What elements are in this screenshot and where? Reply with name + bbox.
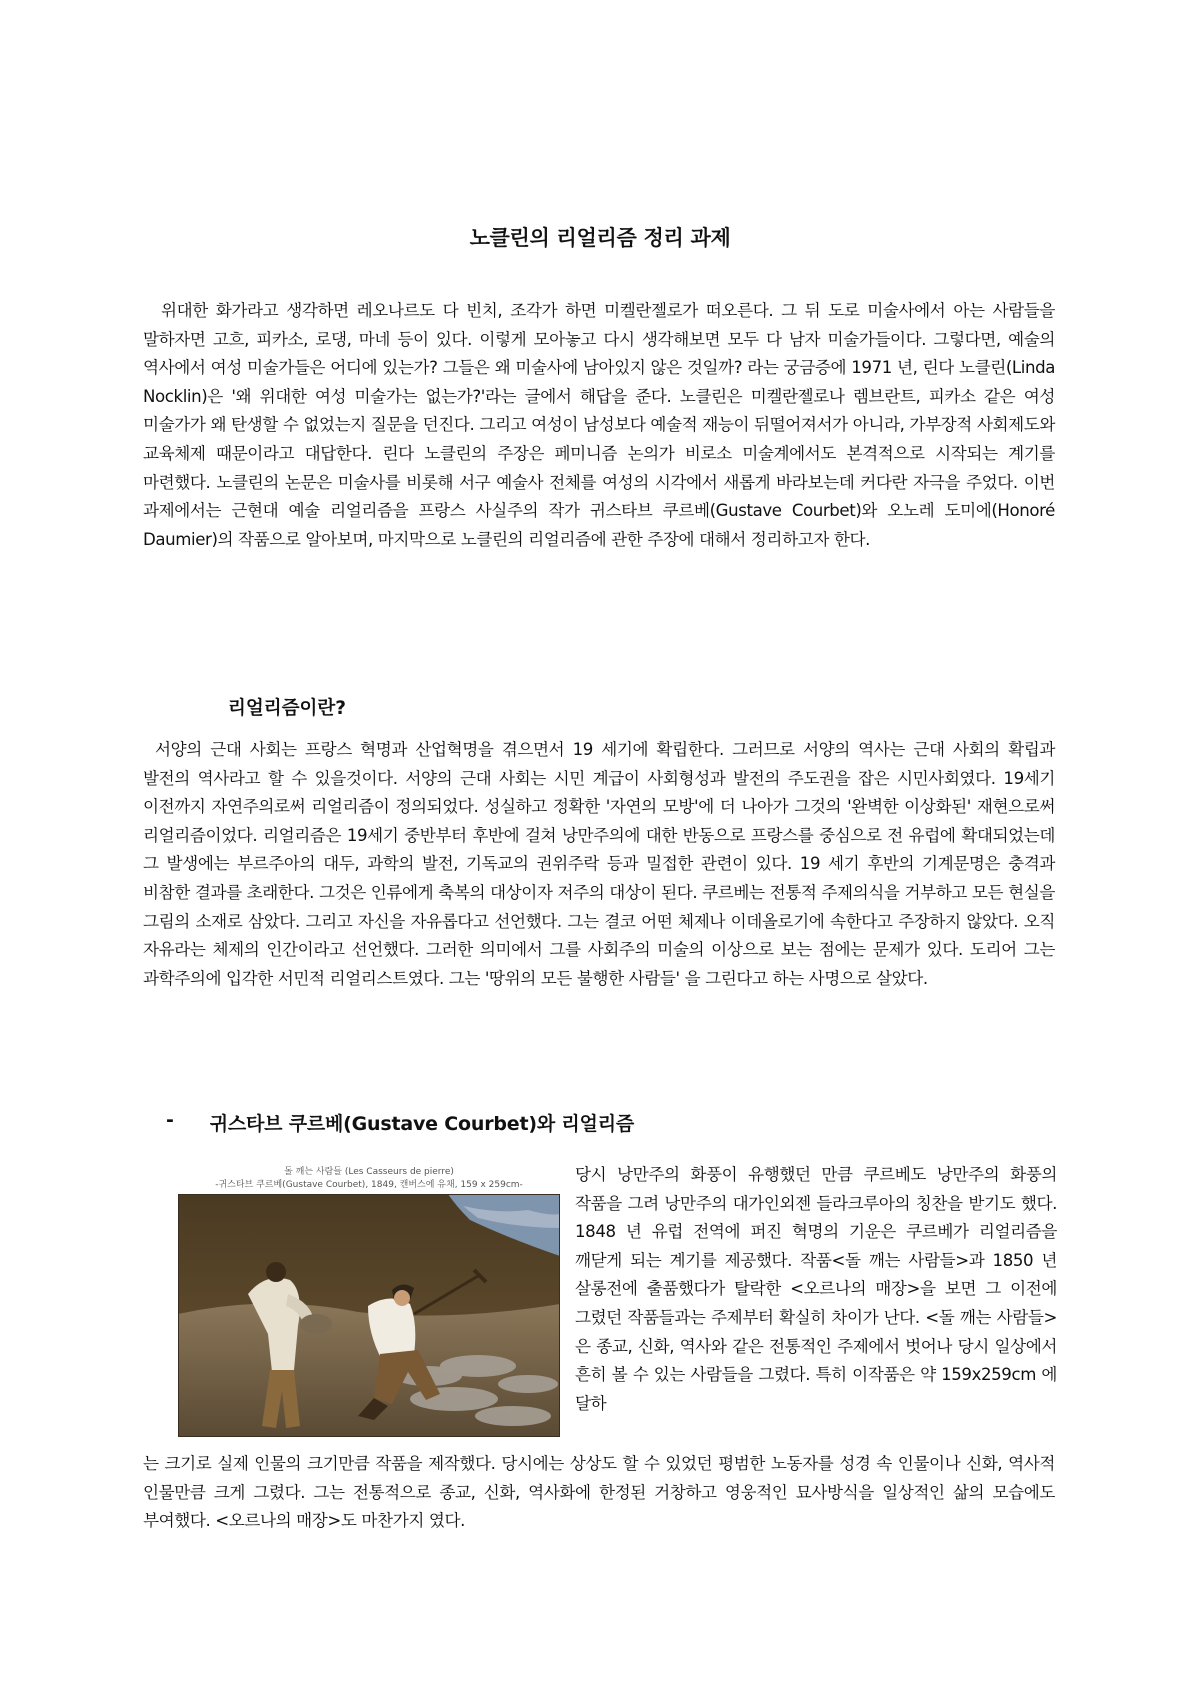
- stone-breakers-painting: [178, 1194, 560, 1437]
- heading-dash: -: [166, 1109, 174, 1131]
- courbet-side-paragraph: 당시 낭만주의 화풍이 유행했던 만큼 쿠르베도 낭만주의 화풍의 작품을 그려 낭만주의 대가인외젠 들라크루아의 칭찬을 받기도 했다. 1848 년 유럽 전역에 퍼진 혁명의 기운은 쿠르베가 리얼리즘을 깨닫게 되는 계기를 제공했다. 작품<돌 깨는 사람들>과 1850 년 살롱전에 출품했다가 탈락한 <오르나의 매장>을 보면 그 이전에 그렸던 작품들과는 주제부터 확실히 차이가 난다. <돌 깨는 사람들>은 종교, 신화, 역사와 같은 전통적인 주제에서 벗어나 당시 일상에서 흔히 볼 수 있는 사람들을 그렸다. 특히 이작품은 약 159x259cm 에 달하: [575, 1165, 1057, 1413]
- realism-heading: 리얼리즘이란?: [228, 698, 346, 719]
- document-title: 노클린의 리얼리즘 정리 과제: [469, 226, 731, 250]
- figure-caption-detail: -귀스타브 쿠르베(Gustave Courbet), 1849, 캔버스에 유채, 159 x 259cm-: [215, 1180, 523, 1190]
- intro-paragraph: 위대한 화가라고 생각하면 레오나르도 다 빈치, 조각가 하면 미켈란젤로가 떠오른다. 그 뒤 도로 미술사에서 아는 사람들을 말하자면 고흐, 피카소, 로댕, 마네 등이 있다. 이렇게 모아놓고 다시 생각해보면 모두 다 남자 미술가들이다. 그렇다면, 예술의 역사에서 여성 미술가들은 어디에 있는가? 그들은 왜 미술사에 남아있지 않은 것일까? 라는 궁금증에 1971 년, 린다 노클린(Linda Nocklin)은 '왜 위대한 여성 미술가는 없는가?'라는 글에서 해답을 준다. 노클린은 미켈란젤로나 렘브란트, 피카소 같은 여성 미술가가 왜 탄생할 수 없었는지 질문을 던진다. 그리고 여성이 남성보다 예술적 재능이 뒤떨어져서가 아니라, 가부장적 사회제도와 교육체제 때문이라고 대답한다. 린다 노클린의 주장은 페미니즘 논의가 비로소 미술계에서도 본격적으로 시작되는 계기를 마련했다. 노클린의 논문은 미술사를 비롯해 서구 예술사 전체를 여성의 시각에서 새롭게 바라보는데 커다란 자극을 주었다. 이번 과제에서는 근현대 예술 리얼리즘을 프랑스 사실주의 작가 귀스타브 쿠르베(Gustave Courbet)와 오노레 도미에(Honoré Daumier)의 작품으로 알아보며, 마지막으로 노클린의 리얼리즘에 관한 주장에 대해서 정리하고자 한다.: [143, 301, 1055, 549]
- realism-paragraph: 서양의 근대 사회는 프랑스 혁명과 산업혁명을 겪으면서 19 세기에 확립한다. 그러므로 서양의 역사는 근대 사회의 확립과 발전의 역사라고 할 수 있을것이다. 서양의 근대 사회는 시민 계급이 사회형성과 발전의 주도권을 잡은 시민사회였다. 19세기 이전까지 자연주의로써 리얼리즘이 정의되었다. 성실하고 정확한 '자연의 모방'에 더 나아가 그것의 '완벽한 이상화된' 재현으로써 리얼리즘이었다. 리얼리즘은 19세기 중반부터 후반에 걸쳐 낭만주의에 대한 반동으로 프랑스를 중심으로 전 유럽에 확대되었는데 그 발생에는 부르주아의 대두, 과학의 발전, 기독교의 권위주락 등과 밀접한 관련이 있다. 19 세기 후반의 기계문명은 충격과 비참한 결과를 초래한다. 그것은 인류에게 축복의 대상이자 저주의 대상이 된다. 쿠르베는 전통적 주제의식을 거부하고 모든 현실을 그림의 소재로 삼았다. 그리고 자신을 자유롭다고 선언했다. 그는 결코 어떤 체제나 이데올로기에 속한다고 주장하지 않았다. 오직 자유라는 체제의 인간이라고 선언했다. 그러한 의미에서 그를 사회주의 미술의 이상으로 보는 점에는 문제가 있다. 도리어 그는 과학주의에 입각한 서민적 리얼리스트였다. 그는 '땅위의 모든 불행한 사람들' 을 그린다고 하는 사명으로 살았다.: [143, 740, 1055, 988]
- courbet-heading-text: 귀스타브 쿠르베(Gustave Courbet)와 리얼리즘: [209, 1113, 635, 1135]
- figure-caption-title: 돌 깨는 사람들 (Les Casseurs de pierre): [284, 1167, 454, 1177]
- courbet-section-heading: [166, 1109, 634, 1136]
- stone-breakers-figure: [178, 1160, 560, 1437]
- courbet-bottom-paragraph: 는 크기로 실제 인물의 크기만큼 작품을 제작했다. 당시에는 상상도 할 수 있었던 평범한 노동자를 성경 속 인물이나 신화, 역사적 인물만큼 크게 그렸다. 그는 전통적으로 종교, 신화, 역사화에 한정된 거창하고 영웅적인 묘사방식을 일상적인 삶의 모습에도 부여했다. <오르나의 매장>도 마찬가지 였다.: [143, 1454, 1055, 1531]
